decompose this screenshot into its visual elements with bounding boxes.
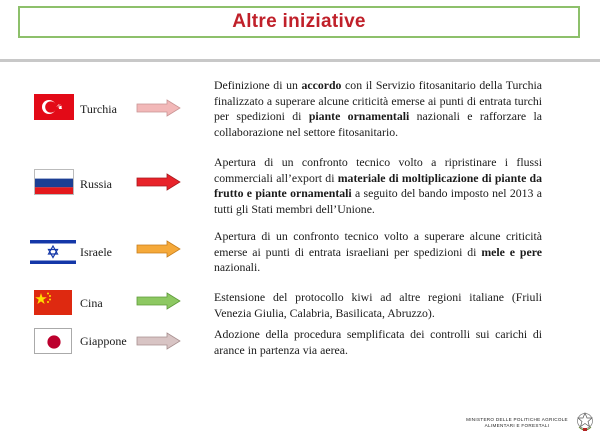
russia-flag-icon (34, 169, 74, 195)
arrow-icon (136, 240, 182, 258)
arrow-icon (136, 292, 182, 310)
israel-flag-icon (30, 238, 76, 266)
page-title: Altre iniziative (232, 11, 366, 32)
initiative-description (214, 78, 542, 140)
description-text: Definizione di un (214, 78, 302, 92)
arrow-shape (137, 241, 180, 257)
description-text: Apertura di un confronto tecnico volto a superare alcune criticità emerse ai punti di entrata israeliani per spedizioni di (214, 229, 542, 259)
title-box (18, 6, 580, 38)
country-label: Turchia (80, 102, 117, 116)
turkey-flag-icon (34, 94, 74, 120)
emphasis-text: accordo (301, 78, 342, 92)
arrow-shape (137, 333, 180, 349)
initiative-description (214, 327, 542, 358)
arrow-icon (136, 173, 182, 191)
initiative-description (214, 290, 542, 321)
ministry-footer (462, 417, 572, 429)
description-text: a seguito del bando imposto nel 2013 a tutti gli Stati membri dell’Unione. (214, 186, 542, 216)
initiative-description (214, 155, 542, 217)
italian-republic-emblem-icon (576, 412, 594, 434)
country-label: Cina (80, 296, 103, 310)
arrow-icon (136, 99, 182, 117)
ministry-name-line2: ALIMENTARI E FORESTALI (484, 423, 550, 428)
description-text: con il Servizio fitosanitario della Turchia finalizzato a superare alcune criticità emerse ai punti di entrata turchi per spedizioni di (214, 78, 542, 124)
description-text: Adozione della procedura semplificata dei controlli sui carichi di arance in partenza via aerea. (214, 327, 542, 357)
arrow-shape (137, 174, 180, 190)
arrow-shape (137, 293, 180, 309)
country-label: Giappone (80, 334, 127, 348)
country-label: Russia (80, 177, 113, 191)
japan-flag-icon (34, 328, 72, 354)
divider (0, 59, 600, 62)
description-text: nazionali e rafforzare la collaborazione nel settore fitosanitario. (214, 109, 543, 139)
country-label: Israele (80, 245, 112, 259)
initiative-description (214, 229, 542, 276)
description-text: nazionali. (214, 260, 261, 275)
description-text: Estensione del protocollo kiwi ad altre regioni italiane (Friuli Venezia Giulia, Calabria, Basilicata, Abruzzo). (214, 290, 542, 320)
arrow-shape (137, 100, 180, 116)
emphasis-text: mele e pere (481, 244, 542, 259)
china-flag-icon (34, 290, 72, 315)
emphasis-text: piante ornamentali (308, 109, 410, 124)
emphasis-text: materiale di moltiplicazione di piante da frutto e piante ornamentali (214, 170, 543, 201)
description-text: Apertura di un confronto tecnico volto a ripristinare i flussi commerciali all’export di (214, 155, 542, 185)
arrow-icon (136, 332, 182, 350)
ministry-name-line1: MINISTERO DELLE POLITICHE AGRICOLE (466, 417, 568, 422)
